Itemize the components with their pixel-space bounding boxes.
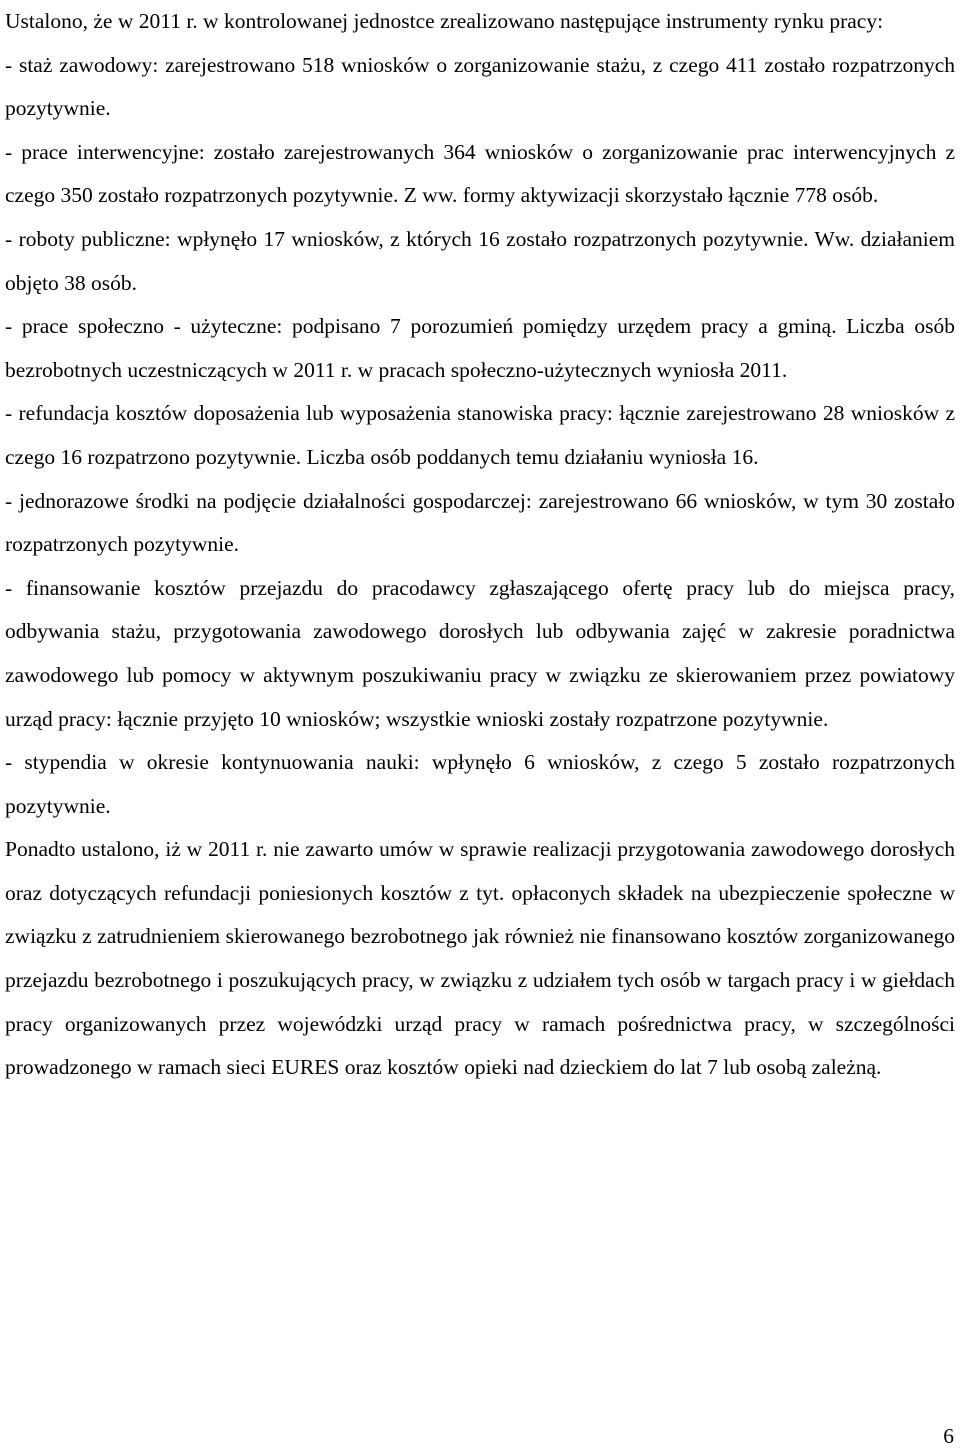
- paragraph-roboty-publiczne: - roboty publiczne: wpłynęło 17 wniosków, z których 16 zostało rozpatrzonych pozytywnie. Ww. działaniem objęto 38 osób.: [5, 226, 955, 295]
- paragraph-finansowanie-przejazdu: - finansowanie kosztów przejazdu do pracodawcy zgłaszającego ofertę pracy lub do miejsca pracy, odbywania stażu, przygotowania zawodowego dorosłych lub odbywania zajęć w zakresie poradnictwa zawodowego lub pomocy w aktywnym poszukiwaniu pracy w związku ze skierowaniem przez powiatowy urząd pracy: łącznie przyjęto 10 wniosków; wszystkie wnioski zostały rozpatrzone pozytywnie.: [5, 575, 955, 731]
- paragraph-jednorazowe-srodki: - jednorazowe środki na podjęcie działalności gospodarczej: zarejestrowano 66 wniosków, w tym 30 zostało rozpatrzonych pozytywnie.: [5, 488, 955, 557]
- document-page: [5, 0, 955, 1090]
- closing-paragraph: Ponadto ustalono, iż w 2011 r. nie zawarto umów w sprawie realizacji przygotowania zawodowego dorosłych oraz dotyczących refundacji poniesionych kosztów z tyt. opłaconych składek na ubezpieczenie społeczne w związku z zatrudnieniem skierowanego bezrobotnego jak również nie finansowano kosztów zorganizowanego przejazdu bezrobotnego i poszukujących pracy, w związku z udziałem tych osób w targach pracy i w giełdach pracy organizowanych przez wojewódzki urząd pracy w ramach pośrednictwa pracy, w szczególności prowadzonego w ramach sieci EURES oraz kosztów opieki nad dzieckiem do lat 7 lub osobą zależną.: [5, 837, 955, 1080]
- intro-paragraph: Ustalono, że w 2011 r. w kontrolowanej jednostce zrealizowano następujące instrumenty rynku pracy:: [5, 9, 884, 33]
- paragraph-prace-interwencyjne: - prace interwencyjne: zostało zarejestrowanych 364 wniosków o zorganizowanie prac interwencyjnych z czego 350 zostało rozpatrzonych pozytywnie. Z ww. formy aktywizacji skorzystało łącznie 778 osób.: [5, 139, 955, 208]
- paragraph-staz-zawodowy: - staż zawodowy: zarejestrowano 518 wniosków o zorganizowanie stażu, z czego 411 zostało rozpatrzonych pozytywnie.: [5, 52, 955, 121]
- paragraph-prace-spoleczno-uzyteczne: - prace społeczno - użyteczne: podpisano 7 porozumień pomiędzy urzędem pracy a gminą. Liczba osób bezrobotnych uczestniczących w 2011 r. w pracach społeczno-użytecznych wyniosła 2011.: [5, 314, 955, 382]
- paragraph-refundacja-kosztow: - refundacja kosztów doposażenia lub wyposażenia stanowiska pracy: łącznie zarejestrowano 28 wniosków z czego 16 rozpatrzono pozytywnie. Liczba osób poddanych temu działaniu wyniosła 16.: [5, 401, 955, 469]
- paragraph-stypendia: - stypendia w okresie kontynuowania nauki: wpłynęło 6 wniosków, z czego 5 zostało rozpatrzonych pozytywnie.: [5, 750, 955, 818]
- page-number: 6: [943, 1424, 954, 1448]
